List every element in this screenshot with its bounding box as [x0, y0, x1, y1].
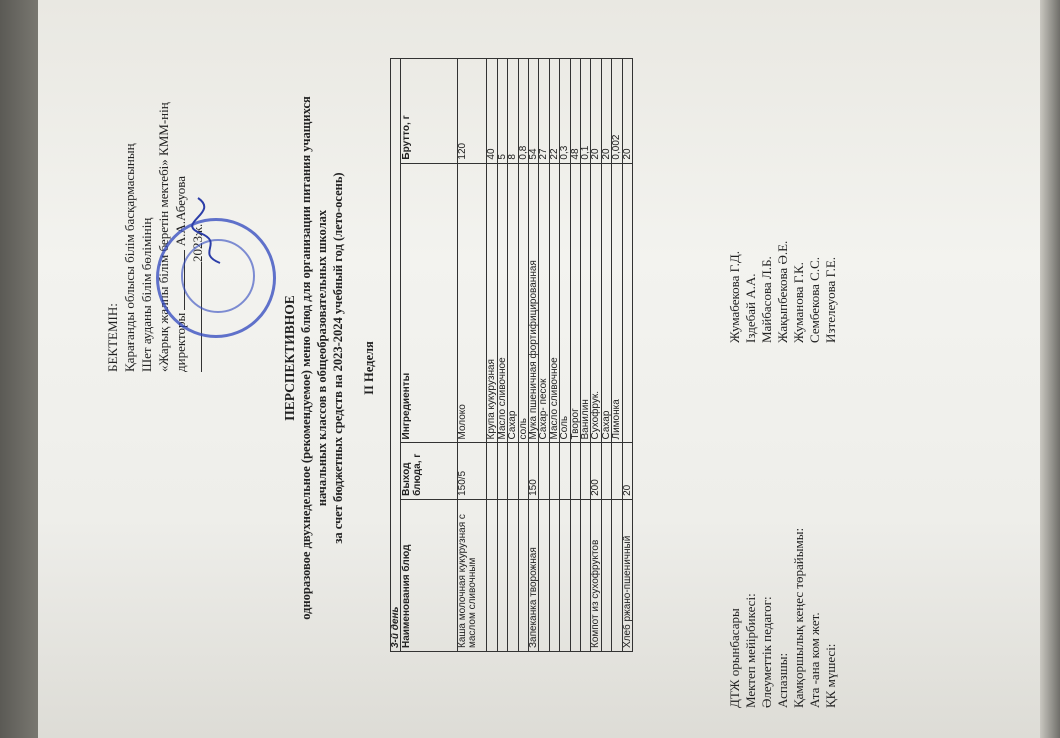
cell-dish: Хлеб ржано-пшеничный [622, 499, 632, 651]
staff-role: Мектеп мейірбикесі: [743, 593, 758, 708]
staff-role: Ата -ана ком жет. [807, 612, 822, 708]
staff-role: ҚК мүшесі: [823, 643, 838, 708]
cell-ingredient: Молоко [458, 163, 487, 443]
cell-output: 20 [622, 443, 632, 499]
cell-dish [560, 499, 570, 651]
cell-ingredient [622, 163, 632, 443]
table-row [560, 59, 570, 652]
staff-row [822, 8, 838, 708]
cell-dish [612, 499, 622, 651]
approval-line-3: «Жарық жалпы білім беретін мектебі» КММ-нің [156, 102, 171, 372]
photo-background-right [1040, 0, 1060, 738]
cell-ingredient: Лимонка [612, 163, 622, 443]
table-row [570, 59, 580, 652]
cell-gross: 120 [458, 59, 487, 164]
cell-gross: 0,8 [518, 59, 528, 164]
cell-dish [518, 499, 528, 651]
cell-dish [539, 499, 549, 651]
title-line-3: начальных классов в общеобразовательных школах [315, 209, 329, 507]
cell-ingredient: Творог [570, 163, 580, 443]
staff-row [790, 8, 806, 708]
day-row [391, 59, 401, 652]
cell-gross: 20 [591, 59, 601, 164]
staff-name: Жуманова Г.К. [791, 262, 806, 343]
cell-output: 150/5 [458, 443, 487, 499]
cell-gross: 40 [487, 59, 497, 164]
cell-dish [508, 499, 518, 651]
table-row [601, 59, 611, 652]
table-row [458, 59, 487, 652]
staff-name: Жақыпбекова Ә.Е. [775, 240, 790, 343]
cell-ingredient: Сахар [508, 163, 518, 443]
cell-gross: 0,002 [612, 59, 622, 164]
menu-table [390, 58, 633, 652]
cell-gross: 5 [497, 59, 507, 164]
table-row [487, 59, 497, 652]
cell-gross: 20 [622, 59, 632, 164]
cell-dish: Каша молочная кукурузная с маслом сливочным [458, 499, 487, 651]
cell-output [497, 443, 507, 499]
title-line-4: за счет бюджетных средств на 2023-2024 учебный год (лето-осень) [331, 172, 345, 544]
cell-ingredient: Сахар [601, 163, 611, 443]
staff-name: Іздебай А.А. [743, 273, 758, 343]
staff-row [742, 8, 758, 708]
cell-ingredient: Ванилин [581, 163, 591, 443]
staff-role: ДТЖ орынбасары [727, 608, 742, 708]
approval-line-1: Қарағанды облысы білім басқармасының [122, 143, 137, 372]
cell-output [549, 443, 559, 499]
cell-ingredient: Сахар- песок [539, 163, 549, 443]
cell-ingredient: Масло сливочное [549, 163, 559, 443]
title-line-2: одноразовое двухнедельное (рекомендуемое) меню блюд для организации питания учащихся [299, 96, 313, 620]
staff-signatures-block [726, 8, 838, 708]
table-row [612, 59, 622, 652]
staff-row [774, 8, 790, 708]
cell-ingredient: Соль [560, 163, 570, 443]
cell-output [601, 443, 611, 499]
staff-row [806, 8, 822, 708]
table-row [539, 59, 549, 652]
approval-director-name: А.А.Абеуова [173, 175, 188, 247]
cell-output [612, 443, 622, 499]
approval-line-2: Шет ауданы білім бөлімінің [139, 217, 154, 372]
document-sheet [38, 0, 1042, 738]
staff-name: Жумабекова Г.Д. [727, 250, 742, 343]
cell-gross: 20 [601, 59, 611, 164]
cell-gross: 8 [508, 59, 518, 164]
cell-output: 150 [529, 443, 539, 499]
cell-gross: 22 [549, 59, 559, 164]
header-gross: Брутто, г [401, 59, 458, 164]
handwritten-signature [190, 188, 230, 268]
table-row [591, 59, 601, 652]
staff-row [758, 8, 774, 708]
cell-dish: Компот из сухофруктов [591, 499, 601, 651]
cell-ingredient: Мука пшеничная фортифицированная [529, 163, 539, 443]
cell-dish [549, 499, 559, 651]
staff-name: Изтелеуова Г.Е. [823, 256, 838, 343]
cell-ingredient: соль [518, 163, 528, 443]
approval-year: 2023ж. [190, 223, 205, 262]
cell-output [518, 443, 528, 499]
staff-role: Аспазшы: [775, 652, 790, 708]
cell-ingredient: Сухофрук. [591, 163, 601, 443]
cell-output [581, 443, 591, 499]
cell-gross: 48 [570, 59, 580, 164]
cell-dish [570, 499, 580, 651]
cell-ingredient: Крупа кукурузная [487, 163, 497, 443]
cell-output [508, 443, 518, 499]
title-line-1: ПЕРСПЕКТИВНОЕ [282, 295, 297, 421]
cell-gross: 0,3 [560, 59, 570, 164]
cell-ingredient: Масло сливочное [497, 163, 507, 443]
cell-output [560, 443, 570, 499]
table-row [508, 59, 518, 652]
header-dish: Наименования блюд [401, 499, 458, 651]
staff-name: Сембекова С.С. [807, 256, 822, 343]
staff-role: Әлеуметтік педагог: [759, 596, 774, 708]
cell-dish [487, 499, 497, 651]
day-label: 3-й день [391, 59, 401, 652]
cell-dish [601, 499, 611, 651]
cell-output [487, 443, 497, 499]
approval-heading: БЕКТЕМІН: [105, 303, 120, 372]
table-row [529, 59, 539, 652]
cell-gross: 54 [529, 59, 539, 164]
cell-output [570, 443, 580, 499]
table-row [622, 59, 632, 652]
rotated-document [38, 0, 1060, 738]
header-ingredients: Ингредиенты [401, 163, 458, 443]
cell-output [539, 443, 549, 499]
staff-row [726, 8, 742, 708]
week-label: II Неделя [362, 341, 376, 395]
approval-role: директоры [173, 312, 188, 372]
cell-dish: Запеканка творожная [529, 499, 539, 651]
staff-role: Қамқоршылық кеңес төрайымы: [791, 527, 806, 708]
cell-dish [497, 499, 507, 651]
cell-gross: 0,1 [581, 59, 591, 164]
document-title [282, 38, 346, 678]
header-output: Выход блюда, г [401, 443, 458, 499]
header-row [401, 59, 458, 652]
staff-name: Майбасова Л.Б. [759, 256, 774, 343]
cell-output: 200 [591, 443, 601, 499]
table-row [518, 59, 528, 652]
table-row [549, 59, 559, 652]
cell-gross: 27 [539, 59, 549, 164]
table-row [497, 59, 507, 652]
